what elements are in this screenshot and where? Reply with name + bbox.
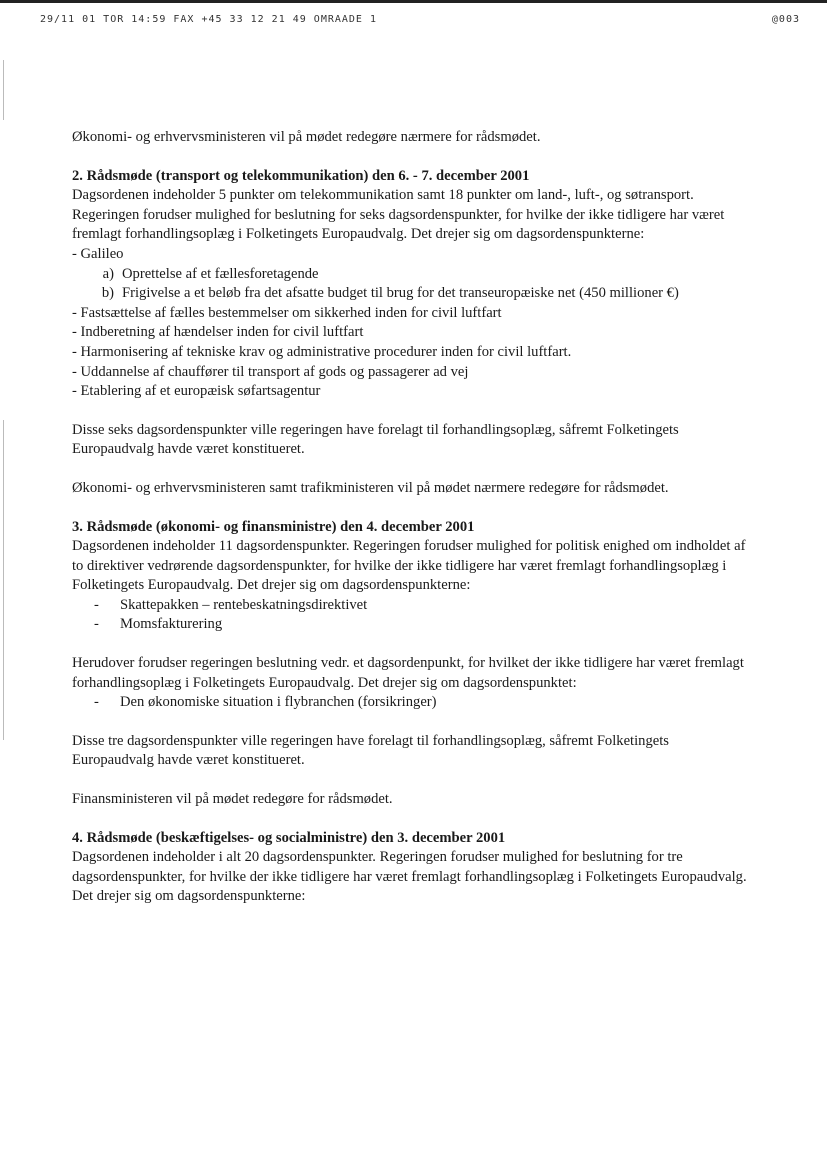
section-4-heading: 4. Rådsmøde (beskæftigelses- og socialministre) den 3. december 2001 [72,829,506,846]
section-2 [72,167,752,499]
spacer [72,402,752,421]
bullet-item [94,596,752,616]
spacer [72,499,752,518]
fax-header-info: 29/11 01 TOR 14:59 FAX +45 33 12 21 49 OMRAADE 1 [40,14,377,25]
sub-item [98,265,752,285]
sub-item-text: Frigivelse a et beløb fra det afsatte budget til brug for det transeuropæiske net (450 millioner €) [122,285,679,302]
spacer [72,771,752,790]
bullet-marker: - [94,616,99,633]
section-4 [72,829,752,907]
fax-top-rule [0,0,827,3]
spacer [72,810,752,829]
fax-transmission-header [40,14,800,32]
agenda-item-galileo: - Galileo [72,245,124,262]
agenda-item: - Harmonisering af tekniske krav og administrative procedurer inden for civil luftfart. [72,343,572,360]
section-2-paragraph: Økonomi- og erhvervsministeren samt trafikministeren vil på mødet nærmere redegøre for rådsmødet. [72,479,669,496]
section-2-heading: 2. Rådsmøde (transport og telekommunikation) den 6. - 7. december 2001 [72,167,530,184]
bullet-list [72,693,752,713]
spacer [72,148,752,167]
section-3-paragraph: Disse tre dagsordenspunkter ville regeringen have forelagt til forhandlingsoplæg, såfremt Folketingets Europaudvalg havde været konstitueret. [72,732,669,769]
intro-paragraph: Økonomi- og erhvervsministeren vil på mødet redegøre nærmere for rådsmødet. [72,129,541,145]
sub-item-text: Oprettelse af et fællesforetagende [122,265,319,282]
sub-item-marker: b) [101,285,114,302]
section-2-paragraph: Dagsordenen indeholder 5 punkter om telekommunikation samt 18 punkter om land-, luft-, og søtransport. Regeringen forudser mulighed for beslutning for seks dagsordenspunkter, for hvilke der ikke tidligere har været fremlagt forhandlingsoplæg i Folketingets Europaudvalg. Det drejer sig om dagsordenspunkterne: [72,187,725,243]
spacer [72,460,752,479]
bullet-text: Den økonomiske situation i flybranchen (forsikringer) [120,694,437,711]
section-3-paragraph: Finansministeren vil på mødet redegøre for rådsmødet. [72,791,393,808]
section-3 [72,518,752,810]
scan-margin-mark [3,60,4,120]
bullet-item [94,693,752,713]
agenda-item: - Etablering af et europæisk søfartsagentur [72,383,321,400]
scan-margin-mark [3,420,4,740]
bullet-item [94,615,752,635]
section-3-paragraph: Dagsordenen indeholder 11 dagsordenspunkter. Regeringen forudser mulighed for politisk enighed om indholdet af to direktiver vedrørende dagsordenspunkter, for hvilke der ikke tidligere har været fremlagt forhandlingsoplæg i Folketingets Europaudvalg. Det drejer sig om dagsordenspunkterne: [72,538,746,594]
section-4-paragraph: Dagsordenen indeholder i alt 20 dagsordenspunkter. Regeringen forudser mulighed for beslutning for tre dagsordenspunkter, for hvilke der ikke tidligere har været fremlagt forhandlingsoplæg i Folketingets Europaudvalg. Det drejer sig om dagsordenspunkterne: [72,849,747,905]
bullet-text: Skattepakken – rentebeskatningsdirektivet [120,596,368,613]
galileo-sublist [72,265,752,304]
document-body [72,128,752,907]
section-3-paragraph: Herudover forudser regeringen beslutning vedr. et dagsordenpunkt, for hvilket der ikke tidligere har været fremlagt forhandlingsoplæg i Folketingets Europaudvalg. Det drejer sig om dagsordenspunktet: [72,655,744,691]
agenda-item: - Uddannelse af chauffører til transport af gods og passagerer ad vej [72,363,469,380]
sub-item [98,284,752,304]
bullet-list [72,596,752,635]
spacer [72,635,752,654]
bullet-marker: - [94,694,99,711]
sub-item-marker: a) [102,265,114,282]
spacer [72,713,752,732]
agenda-item: - Indberetning af hændelser inden for civil luftfart [72,324,364,341]
bullet-text: Momsfakturering [120,616,223,633]
section-3-heading: 3. Rådsmøde (økonomi- og finansministre) den 4. december 2001 [72,518,475,535]
section-2-paragraph: Disse seks dagsordenspunkter ville regeringen have forelagt til forhandlingsoplæg, såfremt Folketingets Europaudvalg havde været konstitueret. [72,421,679,458]
bullet-marker: - [94,596,99,613]
fax-page-number: @003 [771,14,800,25]
agenda-item: - Fastsættelse af fælles bestemmelser om sikkerhed inden for civil luftfart [72,304,502,321]
